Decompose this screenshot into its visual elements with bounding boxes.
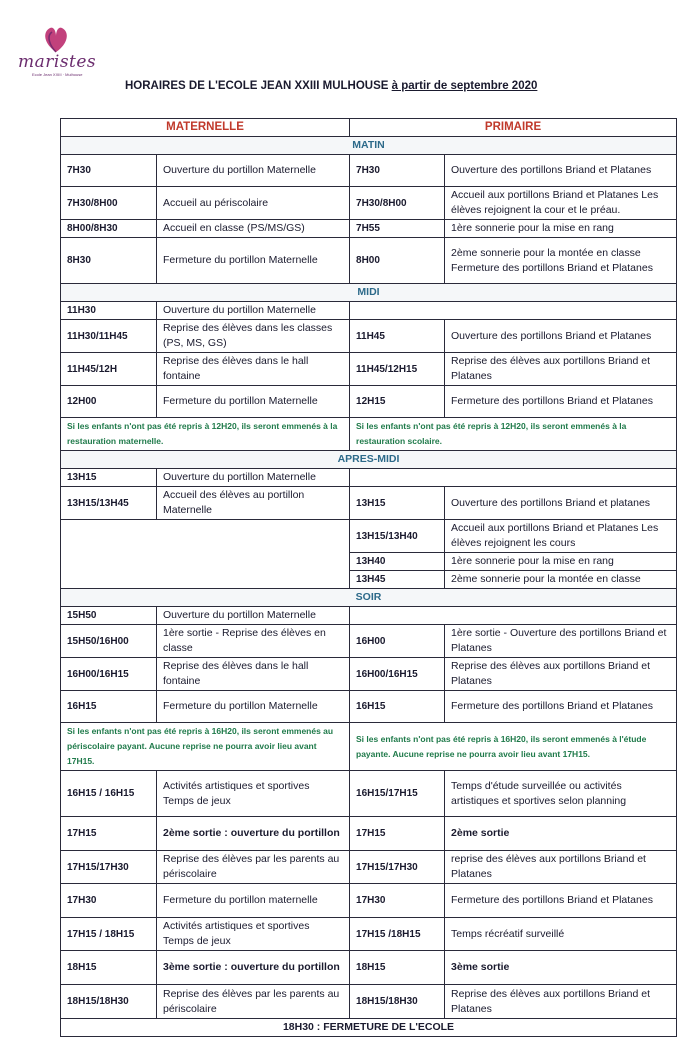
mat-time: 12H00 xyxy=(61,386,157,418)
mat-desc: Ouverture du portillon Maternelle xyxy=(157,302,350,320)
header-primaire: PRIMAIRE xyxy=(350,119,677,137)
mat-desc: Ouverture du portillon Maternelle xyxy=(157,155,350,187)
mat-time: 18H15 xyxy=(61,951,157,985)
mat-time: 16H15 xyxy=(61,691,157,723)
mat-desc: Accueil au périscolaire xyxy=(157,187,350,220)
prim-desc: Ouverture des portillons Briand et Platanes xyxy=(445,155,677,187)
mat-desc: Reprise des élèves dans les classes (PS, MS, GS) xyxy=(157,320,350,353)
prim-desc: reprise des élèves aux portillons Briand et Platanes xyxy=(445,851,677,884)
prim-time: 17H30 xyxy=(350,884,445,918)
mat-time: 17H30 xyxy=(61,884,157,918)
prim-desc: Accueil aux portillons Briand et Platanes Les élèves rejoignent les cours xyxy=(445,520,677,553)
mat-time: 17H15 xyxy=(61,817,157,851)
prim-time: 16H00 xyxy=(350,625,445,658)
mat-desc: Activités artistiques et sportives Temps de jeux xyxy=(157,771,350,817)
prim-desc: Ouverture des portillons Briand et platanes xyxy=(445,487,677,520)
maristes-logo xyxy=(18,22,98,80)
mat-time: 11H30 xyxy=(61,302,157,320)
prim-empty xyxy=(350,469,677,487)
prim-time: 18H15 xyxy=(350,951,445,985)
mat-desc: Fermeture du portillon Maternelle xyxy=(157,238,350,284)
header-maternelle: MATERNELLE xyxy=(61,119,350,137)
mat-desc: 1ère sortie - Reprise des élèves en classe xyxy=(157,625,350,658)
section-apres-midi: APRES-MIDI xyxy=(61,451,677,469)
mat-desc: Fermeture du portillon Maternelle xyxy=(157,691,350,723)
mat-time: 17H15/17H30 xyxy=(61,851,157,884)
mat-empty xyxy=(61,520,350,589)
mat-time: 7H30 xyxy=(61,155,157,187)
prim-time: 13H15 xyxy=(350,487,445,520)
prim-desc: Fermeture des portillons Briand et Platanes xyxy=(445,884,677,918)
prim-time: 8H00 xyxy=(350,238,445,284)
mat-time: 15H50 xyxy=(61,607,157,625)
mat-time: 11H30/11H45 xyxy=(61,320,157,353)
note-soir-primaire: Si les enfants n'ont pas été repris à 16H20, ils seront emmenés à l'étude payante. Aucune reprise ne pourra avoir lieu avant 17H15. xyxy=(350,723,677,771)
mat-desc: Fermeture du portillon maternelle xyxy=(157,884,350,918)
mat-desc: Ouverture du portillon Maternelle xyxy=(157,469,350,487)
document-title: HORAIRES DE L'ECOLE JEAN XXIII MULHOUSE à partir de septembre 2020 xyxy=(125,80,538,92)
mat-time: 13H15/13H45 xyxy=(61,487,157,520)
mat-time: 13H15 xyxy=(61,469,157,487)
prim-desc: Fermeture des portillons Briand et Platanes xyxy=(445,691,677,723)
section-matin: MATIN xyxy=(61,137,677,155)
prim-time: 13H45 xyxy=(350,571,445,589)
prim-time: 7H30 xyxy=(350,155,445,187)
mat-desc: Accueil des élèves au portillon Maternelle xyxy=(157,487,350,520)
prim-time: 17H15 /18H15 xyxy=(350,918,445,951)
prim-desc: Fermeture des portillons Briand et Platanes xyxy=(445,386,677,418)
prim-desc: Temps d'étude surveillée ou activités artistiques et sportives selon planning xyxy=(445,771,677,817)
mat-desc: Reprise des élèves par les parents au périscolaire xyxy=(157,851,350,884)
section-soir: SOIR xyxy=(61,589,677,607)
prim-desc: 1ère sonnerie pour la mise en rang xyxy=(445,553,677,571)
prim-time: 7H55 xyxy=(350,220,445,238)
mat-time: 11H45/12H xyxy=(61,353,157,386)
prim-time: 13H40 xyxy=(350,553,445,571)
note-midi-maternelle: Si les enfants n'ont pas été repris à 12H20, ils seront emmenés à la restauration maternelle. xyxy=(61,418,350,451)
prim-time: 7H30/8H00 xyxy=(350,187,445,220)
note-soir-maternelle: Si les enfants n'ont pas été repris à 16H20, ils seront emmenés au périscolaire payant. Aucune reprise ne pourra avoir lieu avant 17H15. xyxy=(61,723,350,771)
prim-desc: Reprise des élèves aux portillons Briand et Platanes xyxy=(445,985,677,1019)
mat-desc: Accueil en classe (PS/MS/GS) xyxy=(157,220,350,238)
mat-desc: Ouverture du portillon Maternelle xyxy=(157,607,350,625)
prim-time: 17H15 xyxy=(350,817,445,851)
mat-time: 8H00/8H30 xyxy=(61,220,157,238)
mat-time: 18H15/18H30 xyxy=(61,985,157,1019)
prim-time: 18H15/18H30 xyxy=(350,985,445,1019)
mat-time: 15H50/16H00 xyxy=(61,625,157,658)
mat-desc: 3ème sortie : ouverture du portillon xyxy=(157,951,350,985)
prim-time: 16H00/16H15 xyxy=(350,658,445,691)
prim-desc: 3ème sortie xyxy=(445,951,677,985)
closing-time: 18H30 : FERMETURE DE L'ECOLE xyxy=(61,1019,677,1037)
prim-desc: Ouverture des portillons Briand et Platanes xyxy=(445,320,677,353)
section-midi: MIDI xyxy=(61,284,677,302)
mat-desc: Fermeture du portillon Maternelle xyxy=(157,386,350,418)
prim-time: 13H15/13H40 xyxy=(350,520,445,553)
prim-desc: Reprise des élèves aux portillons Briand et Platanes xyxy=(445,658,677,691)
mat-time: 16H00/16H15 xyxy=(61,658,157,691)
mat-time: 16H15 / 16H15 xyxy=(61,771,157,817)
prim-desc: Accueil aux portillons Briand et Platanes Les élèves rejoignent la cour et le préau. xyxy=(445,187,677,220)
prim-empty xyxy=(350,607,677,625)
schedule-table xyxy=(60,118,677,1037)
mat-desc: Reprise des élèves dans le hall fontaine xyxy=(157,658,350,691)
prim-time: 16H15 xyxy=(350,691,445,723)
prim-time: 17H15/17H30 xyxy=(350,851,445,884)
prim-desc: 2ème sortie xyxy=(445,817,677,851)
mat-time: 8H30 xyxy=(61,238,157,284)
prim-desc: 2ème sonnerie pour la montée en classe Fermeture des portillons Briand et Platanes xyxy=(445,238,677,284)
mat-desc: Activités artistiques et sportives Temps de jeux xyxy=(157,918,350,951)
prim-time: 12H15 xyxy=(350,386,445,418)
prim-empty xyxy=(350,302,677,320)
prim-desc: 1ère sortie - Ouverture des portillons Briand et Platanes xyxy=(445,625,677,658)
mat-time: 17H15 / 18H15 xyxy=(61,918,157,951)
mat-desc: Reprise des élèves dans le hall fontaine xyxy=(157,353,350,386)
flower-icon xyxy=(36,22,76,56)
prim-desc: Temps récréatif surveillé xyxy=(445,918,677,951)
mat-time: 7H30/8H00 xyxy=(61,187,157,220)
mat-desc: Reprise des élèves par les parents au périscolaire xyxy=(157,985,350,1019)
prim-desc: 1ère sonnerie pour la mise en rang xyxy=(445,220,677,238)
prim-time: 11H45/12H15 xyxy=(350,353,445,386)
prim-time: 16H15/17H15 xyxy=(350,771,445,817)
logo-subtitle: Ecole Jean XXIII · Mulhouse xyxy=(32,72,83,77)
mat-desc: 2ème sortie : ouverture du portillon xyxy=(157,817,350,851)
logo-word: maristes xyxy=(18,52,97,72)
note-midi-primaire: Si les enfants n'ont pas été repris à 12H20, ils seront emmenés à la restauration scolaire. xyxy=(350,418,677,451)
prim-time: 11H45 xyxy=(350,320,445,353)
prim-desc: Reprise des élèves aux portillons Briand et Platanes xyxy=(445,353,677,386)
prim-desc: 2ème sonnerie pour la montée en classe xyxy=(445,571,677,589)
